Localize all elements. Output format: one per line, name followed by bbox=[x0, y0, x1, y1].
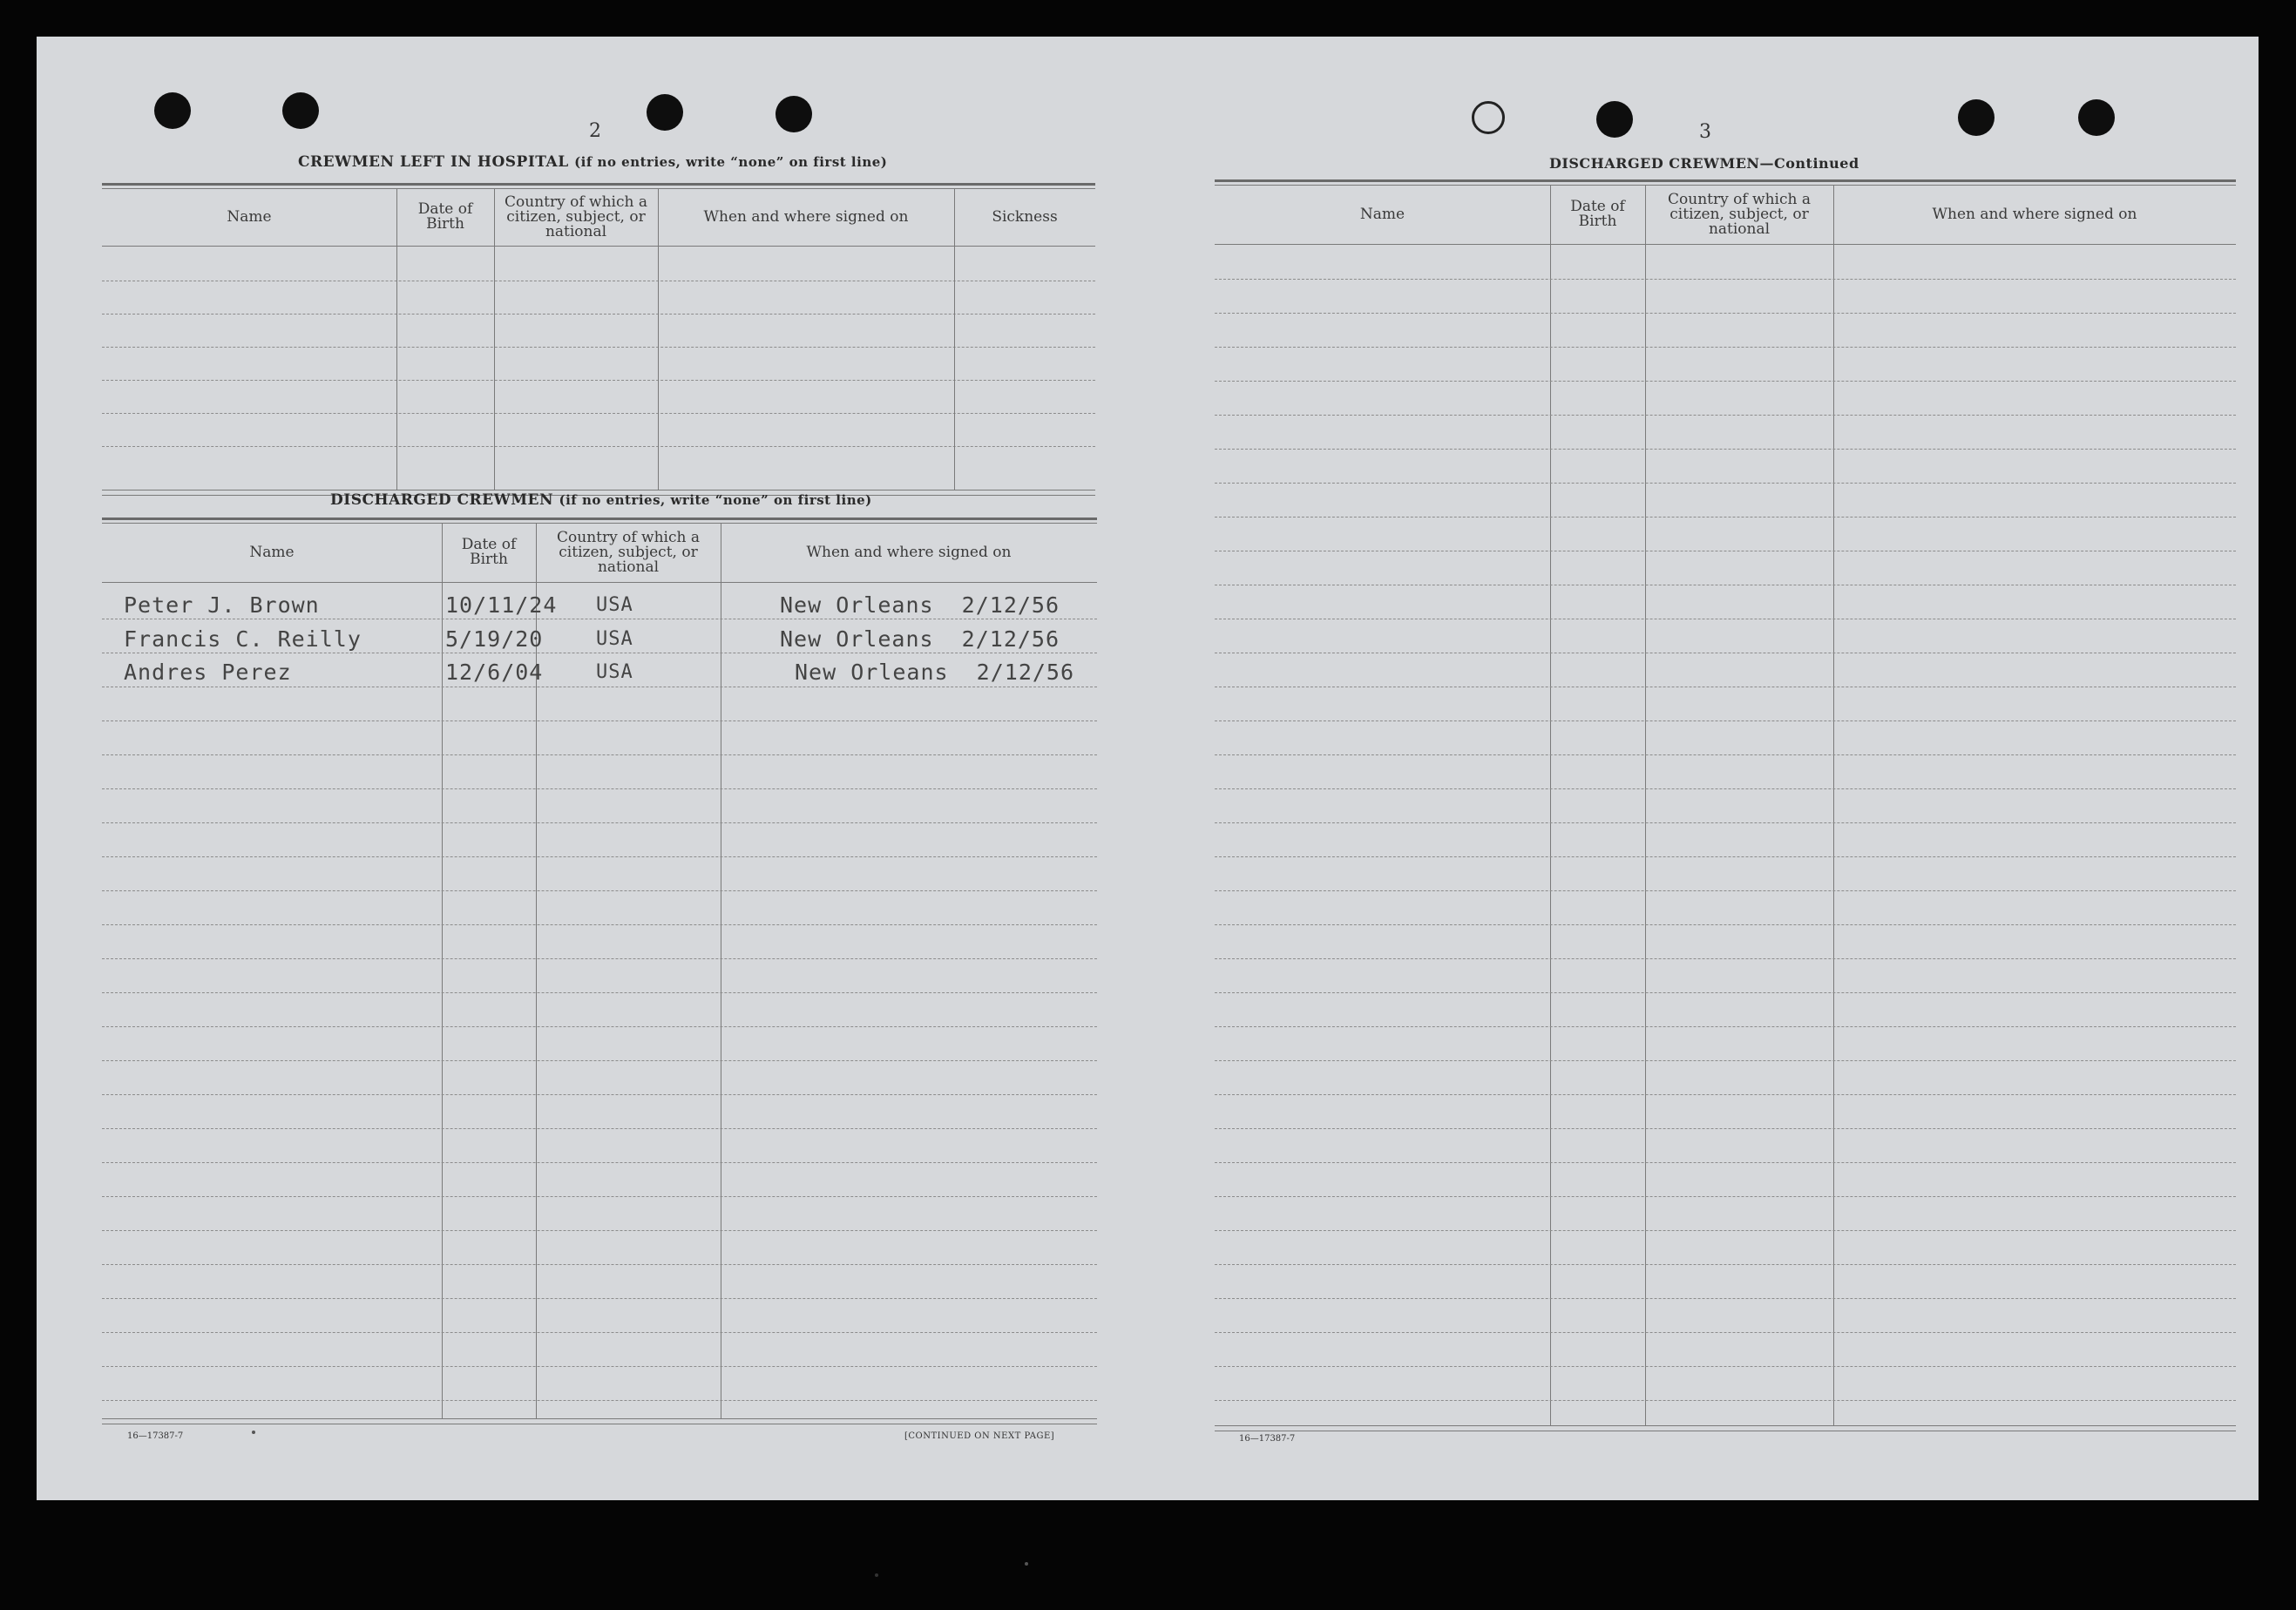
header-sickness: Sickness bbox=[992, 207, 1058, 226]
row-line bbox=[1215, 517, 2236, 518]
row-line bbox=[102, 1230, 1097, 1231]
row-line bbox=[1215, 381, 2236, 382]
punch-hole bbox=[154, 92, 191, 129]
header-dob: Date of Birth bbox=[417, 200, 473, 233]
row-line bbox=[1215, 347, 2236, 348]
column-divider bbox=[396, 188, 397, 490]
discharged-title-text: DISCHARGED CREWMEN bbox=[330, 491, 554, 509]
continued-note: [CONTINUED ON NEXT PAGE] bbox=[904, 1431, 1055, 1441]
section-title-hospital bbox=[298, 153, 887, 171]
table-top-rule bbox=[102, 518, 1097, 520]
row-line bbox=[102, 754, 1097, 755]
table-bottom-rule bbox=[102, 1418, 1097, 1419]
form-number: 16—17387-7 bbox=[1239, 1434, 1296, 1444]
row-line bbox=[102, 1162, 1097, 1163]
row-line bbox=[102, 924, 1097, 925]
header-country: Country of which a citizen, subject, or national bbox=[1668, 190, 1811, 238]
section-title-discharged bbox=[330, 491, 872, 509]
row-line bbox=[1215, 1162, 2236, 1163]
document-sheet bbox=[37, 37, 2259, 1500]
entry-dob: 10/11/24 bbox=[445, 592, 558, 618]
row-line bbox=[102, 314, 1095, 315]
row-line bbox=[102, 822, 1097, 823]
entry-country: USA bbox=[596, 661, 633, 683]
header-name: Name bbox=[1359, 205, 1405, 223]
row-line bbox=[1215, 754, 2236, 755]
entry-name: Andres Perez bbox=[124, 660, 292, 685]
header-country: Country of which a citizen, subject, or national bbox=[505, 193, 647, 240]
entry-dob: 5/19/20 bbox=[445, 626, 544, 652]
entry-signed-on: New Orleans 2/12/56 bbox=[780, 592, 1060, 618]
punch-hole bbox=[282, 92, 319, 129]
row-line bbox=[102, 1026, 1097, 1027]
section-title-discharged-continued: DISCHARGED CREWMEN—Continued bbox=[1549, 155, 1859, 172]
entry-signed-on: New Orleans 2/12/56 bbox=[795, 660, 1075, 685]
table-bottom-rule bbox=[1215, 1425, 2236, 1426]
row-line bbox=[1215, 1094, 2236, 1095]
header-signed-on: When and where signed on bbox=[806, 543, 1012, 561]
row-line bbox=[102, 413, 1095, 414]
row-line bbox=[1215, 483, 2236, 484]
discharged-table bbox=[102, 518, 1097, 1458]
entry-name: Francis C. Reilly bbox=[124, 626, 362, 652]
row-line bbox=[1215, 313, 2236, 314]
entry-country: USA bbox=[596, 628, 633, 650]
row-line bbox=[1215, 924, 2236, 925]
punch-hole bbox=[647, 94, 683, 131]
row-line bbox=[1215, 1230, 2236, 1231]
punch-hole bbox=[1596, 101, 1633, 138]
column-divider bbox=[1550, 185, 1551, 1425]
row-line bbox=[1215, 720, 2236, 721]
row-line bbox=[102, 1332, 1097, 1333]
row-line bbox=[1215, 992, 2236, 993]
header-dob: Date of Birth bbox=[1570, 198, 1625, 230]
row-line bbox=[1215, 415, 2236, 416]
discharged-title-note: (if no entries, write “none” on first line) bbox=[559, 492, 872, 508]
row-line bbox=[102, 1400, 1097, 1401]
row-line bbox=[102, 958, 1097, 959]
column-divider bbox=[494, 188, 495, 490]
punch-hole bbox=[1472, 101, 1505, 134]
scan-speck bbox=[1025, 1562, 1028, 1566]
row-line bbox=[1215, 1264, 2236, 1265]
row-line bbox=[102, 1366, 1097, 1367]
row-line bbox=[1215, 822, 2236, 823]
row-line bbox=[102, 1128, 1097, 1129]
row-line bbox=[1215, 279, 2236, 280]
row-line bbox=[102, 446, 1095, 447]
header-signed-on: When and where signed on bbox=[703, 207, 909, 226]
header-bottom-rule bbox=[102, 246, 1095, 247]
header-signed-on: When and where signed on bbox=[1932, 205, 2137, 223]
punch-hole bbox=[2078, 99, 2115, 136]
row-line bbox=[102, 720, 1097, 721]
hospital-table bbox=[102, 183, 1095, 500]
row-line bbox=[1215, 1400, 2236, 1401]
table-top-rule bbox=[1215, 179, 2236, 182]
row-line bbox=[1215, 890, 2236, 891]
row-line bbox=[102, 1298, 1097, 1299]
table-top-rule bbox=[102, 183, 1095, 186]
row-line bbox=[1215, 1060, 2236, 1061]
punch-hole bbox=[1958, 99, 1995, 136]
column-divider bbox=[536, 523, 537, 1418]
row-line bbox=[102, 347, 1095, 348]
row-line bbox=[102, 856, 1097, 857]
row-line bbox=[1215, 788, 2236, 789]
hospital-title-text: CREWMEN LEFT IN HOSPITAL bbox=[298, 153, 569, 171]
header-name: Name bbox=[227, 207, 272, 226]
row-line bbox=[1215, 1196, 2236, 1197]
row-line bbox=[1215, 1128, 2236, 1129]
row-line bbox=[1215, 856, 2236, 857]
entry-name: Peter J. Brown bbox=[124, 592, 320, 618]
punch-hole bbox=[775, 96, 812, 132]
row-line bbox=[1215, 958, 2236, 959]
entry-country: USA bbox=[596, 594, 633, 616]
column-divider bbox=[442, 523, 443, 1418]
row-line bbox=[1215, 1332, 2236, 1333]
row-line bbox=[1215, 1026, 2236, 1027]
entry-dob: 12/6/04 bbox=[445, 660, 544, 685]
entry-signed-on: New Orleans 2/12/56 bbox=[780, 626, 1060, 652]
header-dob: Date of Birth bbox=[461, 536, 517, 568]
header-bottom-rule bbox=[1215, 244, 2236, 245]
row-line bbox=[102, 380, 1095, 381]
row-line bbox=[1215, 1298, 2236, 1299]
row-line bbox=[1215, 1366, 2236, 1367]
header-country: Country of which a citizen, subject, or national bbox=[557, 528, 700, 576]
discharged-continued-table bbox=[1215, 179, 2236, 1465]
hospital-title-note: (if no entries, write “none” on first line) bbox=[574, 154, 888, 170]
page-number: 2 bbox=[589, 120, 601, 142]
scan-speck bbox=[875, 1573, 878, 1577]
row-line bbox=[102, 1264, 1097, 1265]
header-bottom-rule bbox=[102, 582, 1097, 583]
column-divider bbox=[1645, 185, 1646, 1425]
row-line bbox=[102, 1196, 1097, 1197]
header-name: Name bbox=[249, 543, 295, 561]
column-divider bbox=[1833, 185, 1834, 1425]
row-line bbox=[102, 890, 1097, 891]
row-line bbox=[102, 992, 1097, 993]
page-number: 3 bbox=[1699, 121, 1711, 143]
row-line bbox=[1215, 449, 2236, 450]
row-line bbox=[102, 1094, 1097, 1095]
form-number: 16—17387-7 bbox=[127, 1431, 184, 1441]
ink-speck bbox=[252, 1431, 255, 1434]
row-line bbox=[102, 788, 1097, 789]
row-line bbox=[102, 1060, 1097, 1061]
